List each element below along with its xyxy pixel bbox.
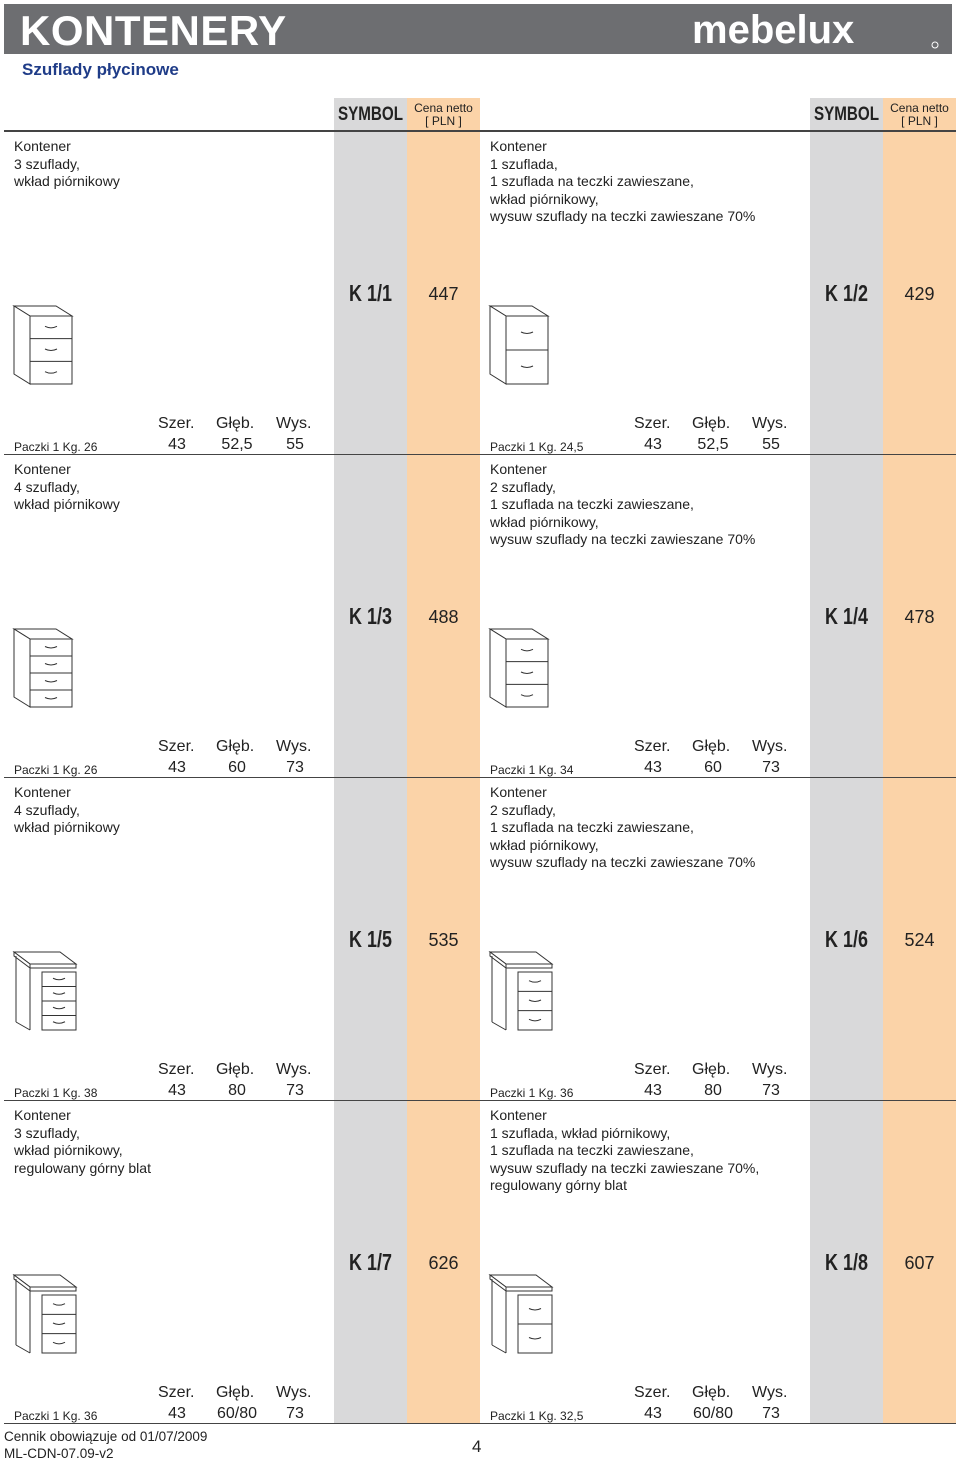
description-line: wysuw szuflady na teczki zawieszane 70%, [490, 1159, 760, 1176]
description-line: 2 szuflady, [490, 478, 556, 495]
product-symbol: K 1/8 [825, 1249, 868, 1275]
page-title: KONTENERY [20, 7, 287, 54]
depth-label: Głęb. [692, 1384, 731, 1401]
footer-validity: Cennik obowiązuje od 01/07/2009 ML-CDN-07.09-v2 [4, 1429, 208, 1459]
height-label: Wys. [276, 415, 312, 432]
height-label: Wys. [752, 415, 788, 432]
description-line: wysuw szuflady na teczki zawieszane 70% [490, 854, 756, 870]
container-adjustable-top-3-drawers-icon [12, 1273, 94, 1355]
product-description [14, 784, 329, 837]
product-symbol: K 1/7 [349, 1249, 392, 1275]
description-line: Kontener [14, 784, 71, 800]
product-price: 429 [904, 284, 935, 304]
container-file-drawer-icon [488, 304, 570, 386]
logo-text: mebelux [692, 9, 855, 51]
width-value: 43 [644, 1082, 662, 1099]
depth-value: 80 [228, 1082, 246, 1099]
description-line: wkład piórnikowy [14, 819, 120, 835]
description-line: regulowany górny blat [14, 1159, 151, 1176]
container-desk-3-drawers-icon [488, 950, 570, 1032]
depth-value: 60 [704, 759, 722, 776]
description-line: Kontener [490, 461, 547, 477]
container-4-drawers-icon [12, 627, 94, 709]
product-price: 607 [904, 1253, 935, 1273]
depth-label: Głęb. [692, 738, 731, 755]
height-value: 73 [762, 759, 780, 776]
product-symbol: K 1/4 [825, 603, 868, 629]
description-line: Kontener [14, 138, 71, 154]
depth-label: Głęb. [216, 1061, 255, 1078]
height-value: 73 [286, 1082, 304, 1099]
height-value: 73 [286, 1405, 304, 1422]
container-3-drawers-tall-icon [488, 627, 570, 709]
width-value: 43 [644, 436, 662, 453]
description-line: wysuw szuflady na teczki zawieszane 70% [490, 208, 756, 224]
width-label: Szer. [158, 738, 195, 755]
symbol-header: SYMBOL [813, 103, 880, 125]
symbol-header: SYMBOL [337, 103, 404, 125]
mebelux-logo [692, 9, 942, 51]
product-symbol: K 1/2 [825, 280, 868, 306]
page-number: 4 [472, 1437, 482, 1456]
description-line: wkład piórnikowy [14, 496, 120, 512]
depth-label: Głęb. [216, 1384, 255, 1401]
package-info: Paczki 1 Kg. 36 [14, 1409, 98, 1423]
package-info: Paczki 1 Kg. 32,5 [490, 1409, 584, 1423]
height-label: Wys. [276, 1384, 312, 1401]
container-desk-4-drawers-icon [12, 950, 94, 1032]
description-line: 3 szuflady, [14, 1124, 80, 1141]
page-subtitle: Szuflady płycinowe [22, 60, 179, 79]
width-value: 43 [168, 1405, 186, 1422]
product-price: 535 [428, 930, 459, 950]
description-line: Kontener [14, 1107, 71, 1123]
description-line: wkład piórnikowy, [490, 190, 599, 207]
package-info: Paczki 1 Kg. 36 [490, 1086, 574, 1100]
product-price: 626 [428, 1253, 459, 1273]
width-label: Szer. [158, 1061, 195, 1078]
product-description [14, 461, 329, 514]
product-symbol: K 1/1 [349, 280, 392, 306]
product-cell [480, 455, 956, 778]
width-label: Szer. [634, 1384, 671, 1401]
price-header: Cena netto [ PLN ] [414, 100, 473, 128]
depth-label: Głęb. [692, 415, 731, 432]
row-divider [480, 1423, 956, 1425]
description-line: 4 szuflady, [14, 478, 80, 495]
package-info: Paczki 1 Kg. 26 [14, 440, 98, 454]
description-line: wkład piórnikowy [14, 173, 120, 189]
width-label: Szer. [158, 1384, 195, 1401]
row-divider [4, 1423, 480, 1425]
description-line: 1 szuflada na teczki zawieszane, [490, 819, 694, 835]
depth-value: 60/80 [692, 1405, 734, 1422]
depth-label: Głęb. [216, 738, 255, 755]
width-label: Szer. [158, 415, 195, 432]
description-line: 1 szuflada na teczki zawieszane, [490, 1142, 694, 1158]
product-column-right [480, 98, 956, 1423]
product-cell [480, 132, 956, 455]
description-line: 3 szuflady, [14, 155, 80, 172]
product-description [14, 138, 329, 191]
height-label: Wys. [752, 1061, 788, 1078]
product-cell [4, 1101, 480, 1424]
product-description [14, 1107, 329, 1177]
description-line: Kontener [490, 1107, 547, 1123]
product-price: 488 [428, 607, 459, 627]
product-cell [4, 778, 480, 1101]
height-label: Wys. [276, 1061, 312, 1078]
product-description [490, 461, 805, 549]
package-info: Paczki 1 Kg. 26 [14, 763, 98, 777]
width-label: Szer. [634, 738, 671, 755]
width-value: 43 [168, 1082, 186, 1099]
height-value: 73 [762, 1082, 780, 1099]
package-info: Paczki 1 Kg. 24,5 [490, 440, 584, 454]
depth-value: 80 [704, 1082, 722, 1099]
height-value: 55 [762, 436, 780, 453]
header-bar [4, 4, 952, 54]
width-label: Szer. [634, 415, 671, 432]
description-line: 1 szuflada na teczki zawieszane, [490, 173, 694, 189]
product-cell [480, 778, 956, 1101]
container-3-drawers-icon [12, 304, 94, 386]
package-info: Paczki 1 Kg. 38 [14, 1086, 98, 1100]
depth-value: 52,5 [697, 436, 729, 453]
product-symbol: K 1/3 [349, 603, 392, 629]
width-value: 43 [644, 759, 662, 776]
height-label: Wys. [276, 738, 312, 755]
description-line: wkład piórnikowy, [14, 1142, 123, 1158]
product-cell [4, 455, 480, 778]
description-line: wkład piórnikowy, [490, 836, 599, 853]
depth-label: Głęb. [216, 415, 255, 432]
product-column-left [4, 98, 480, 1423]
depth-value: 52,5 [221, 436, 253, 453]
height-value: 55 [286, 436, 304, 453]
product-description [490, 138, 805, 226]
height-label: Wys. [752, 738, 788, 755]
description-line: Kontener [490, 138, 547, 154]
description-line: regulowany górny blat [490, 1177, 627, 1193]
product-symbol: K 1/5 [349, 926, 392, 952]
width-label: Szer. [634, 1061, 671, 1078]
description-line: 4 szuflady, [14, 801, 80, 818]
description-line: 1 szuflada na teczki zawieszane, [490, 496, 694, 512]
container-adjustable-top-2-drawers-icon [488, 1273, 570, 1355]
product-description [490, 1107, 805, 1195]
product-price: 524 [904, 930, 935, 950]
product-symbol: K 1/6 [825, 926, 868, 952]
product-cell [480, 1101, 956, 1424]
description-line: 2 szuflady, [490, 801, 556, 818]
product-price: 447 [428, 284, 459, 304]
width-value: 43 [644, 1405, 662, 1422]
depth-label: Głęb. [692, 1061, 731, 1078]
package-info: Paczki 1 Kg. 34 [490, 763, 574, 777]
height-value: 73 [286, 759, 304, 776]
depth-value: 60 [228, 759, 246, 776]
width-value: 43 [168, 759, 186, 776]
product-price: 478 [904, 607, 935, 627]
description-line: Kontener [490, 784, 547, 800]
product-description [490, 784, 805, 872]
height-label: Wys. [752, 1384, 788, 1401]
description-line: wkład piórnikowy, [490, 513, 599, 530]
description-line: 1 szuflada, [490, 155, 558, 172]
height-value: 73 [762, 1405, 780, 1422]
depth-value: 60/80 [216, 1405, 258, 1422]
description-line: 1 szuflada, wkład piórnikowy, [490, 1124, 671, 1141]
description-line: wysuw szuflady na teczki zawieszane 70% [490, 531, 756, 547]
description-line: Kontener [14, 461, 71, 477]
width-value: 43 [168, 436, 186, 453]
product-cell [4, 132, 480, 455]
price-header: Cena netto [ PLN ] [890, 100, 949, 128]
